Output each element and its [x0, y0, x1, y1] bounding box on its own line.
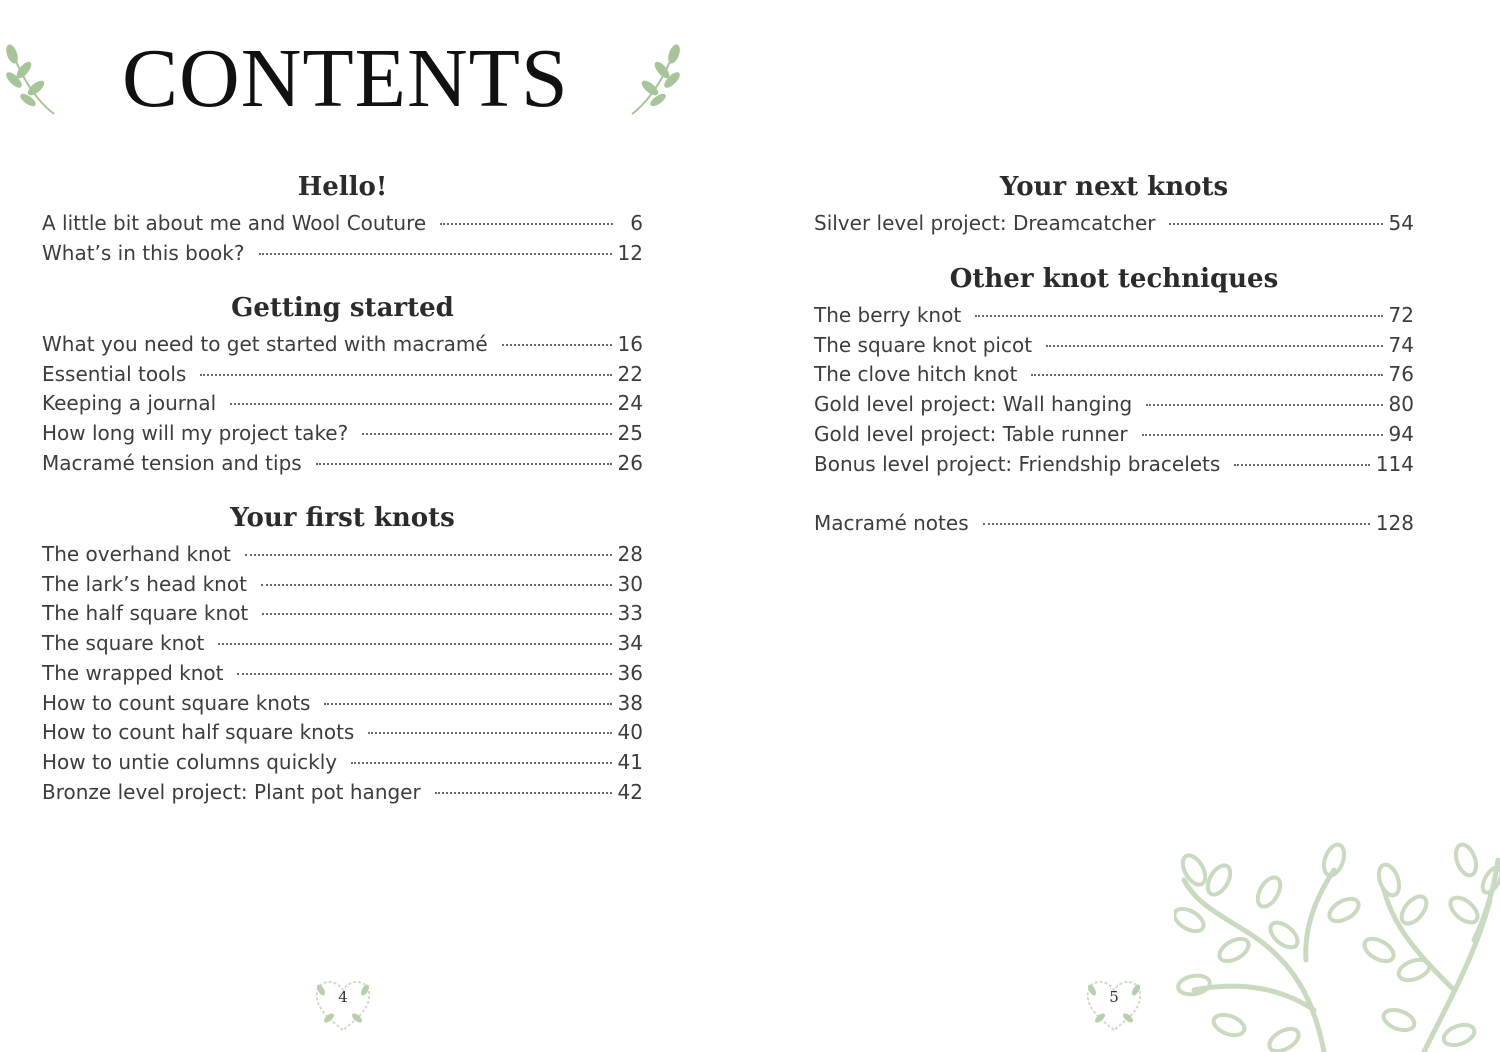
toc-entry-label: Bronze level project: Plant pot hanger	[42, 779, 421, 804]
toc-entry[interactable]	[42, 540, 643, 570]
dot-leader	[259, 253, 612, 255]
dot-leader	[237, 673, 611, 675]
dot-leader	[983, 523, 1370, 525]
toc-entry-page: 41	[617, 749, 643, 774]
section-heading: Hello!	[297, 172, 388, 202]
toc-section	[814, 169, 1414, 239]
toc-entry[interactable]	[814, 360, 1414, 390]
toc-entry-label: The wrapped knot	[42, 660, 224, 685]
section-heading: Other knot techniques	[949, 264, 1279, 294]
toc-entry-label: How long will my project take?	[42, 421, 349, 446]
toc-entry-label: How to untie columns quickly	[42, 749, 338, 774]
toc-entry-page: 24	[617, 391, 643, 416]
section-heading: Your first knots	[230, 503, 455, 533]
dot-leader	[245, 554, 612, 556]
dot-leader	[502, 344, 612, 346]
toc-entry[interactable]	[42, 689, 643, 719]
toc-section	[814, 261, 1414, 479]
dot-leader	[1169, 223, 1382, 225]
dot-leader	[362, 433, 611, 435]
toc-entry-page: 12	[617, 240, 643, 265]
section-heading: Your next knots	[999, 172, 1229, 202]
toc-entry[interactable]	[42, 778, 643, 808]
toc-entry-label: What’s in this book?	[42, 240, 245, 265]
toc-entry-label: Macramé tension and tips	[42, 450, 302, 475]
right-page	[750, 0, 1500, 1052]
dot-leader	[351, 762, 611, 764]
page-number-badge	[1082, 974, 1146, 1034]
toc-entry-page: 128	[1375, 511, 1414, 535]
toc-entry-label: The berry knot	[814, 303, 962, 327]
toc-entry-page: 36	[617, 660, 643, 685]
toc-entry-label: The lark’s head knot	[42, 571, 247, 596]
toc-entry[interactable]	[42, 659, 643, 689]
dot-leader	[435, 792, 612, 794]
toc-entry-label: Keeping a journal	[42, 391, 217, 416]
toc-entry[interactable]	[814, 301, 1414, 331]
toc-entry[interactable]	[42, 239, 643, 269]
toc-entry-page: 38	[617, 690, 643, 715]
dot-leader	[230, 403, 611, 405]
toc-entry-page: 54	[1388, 211, 1414, 235]
toc-entry[interactable]	[42, 570, 643, 600]
toc-entry-page: 28	[617, 542, 643, 566]
toc-entry-label: Gold level project: Table runner	[814, 421, 1128, 446]
toc-entry[interactable]	[42, 449, 643, 479]
toc-entry-page: 76	[1388, 362, 1414, 387]
dot-leader	[1234, 464, 1369, 466]
toc-entry[interactable]	[814, 509, 1414, 539]
toc-entry-label: The square knot	[42, 631, 205, 656]
toc-entry[interactable]	[42, 419, 643, 449]
page-title: CONTENTS	[122, 32, 569, 125]
toc-entry-page: 30	[617, 571, 643, 596]
toc-entry[interactable]	[814, 420, 1414, 450]
dot-leader	[324, 703, 611, 705]
toc-section	[42, 500, 643, 807]
toc-entry[interactable]	[814, 390, 1414, 420]
toc-entry-page: 22	[617, 361, 643, 386]
toc-entry[interactable]	[814, 209, 1414, 239]
toc-entry-page: 72	[1388, 303, 1414, 327]
toc-entry[interactable]	[42, 330, 643, 360]
toc-entry-page: 25	[617, 421, 643, 446]
dot-leader	[1046, 345, 1382, 347]
toc-entry[interactable]	[42, 748, 643, 778]
toc-entry-label: The overhand knot	[42, 542, 231, 566]
toc-entry[interactable]	[42, 718, 643, 748]
toc-entry-label: The half square knot	[42, 601, 249, 626]
vine-decoration-icon	[1174, 840, 1500, 1052]
toc-entry-label: How to count half square knots	[42, 720, 355, 745]
toc-entry-label: A little bit about me and Wool Couture	[42, 211, 427, 235]
dot-leader	[368, 732, 611, 734]
leaf-sprig-icon	[2, 40, 58, 118]
dot-leader	[1031, 374, 1382, 376]
toc-entry-label: Bonus level project: Friendship bracelets	[814, 451, 1221, 476]
toc-entry-page: 6	[630, 211, 643, 235]
toc-entry[interactable]	[42, 389, 643, 419]
toc-entry-label: The square knot picot	[814, 332, 1033, 357]
toc-entry[interactable]	[814, 450, 1414, 480]
toc-entry[interactable]	[42, 599, 643, 629]
toc-section	[814, 509, 1414, 539]
dot-leader	[261, 584, 612, 586]
toc-entry-page: 114	[1375, 451, 1414, 476]
page-number: 5	[1109, 988, 1119, 1006]
toc-entry-label: Macramé notes	[814, 511, 969, 535]
section-heading: Getting started	[231, 293, 454, 323]
leaf-sprig-icon	[628, 40, 684, 118]
toc-section	[42, 290, 643, 479]
dot-leader	[316, 463, 612, 465]
dot-leader	[218, 643, 611, 645]
dot-leader	[262, 613, 611, 615]
dot-leader	[1146, 404, 1382, 406]
toc-section	[42, 169, 643, 268]
toc-entry-page: 42	[617, 779, 643, 804]
toc-entry-label: Essential tools	[42, 361, 187, 386]
dot-leader	[200, 374, 611, 376]
toc-entry-label: Gold level project: Wall hanging	[814, 392, 1133, 417]
toc-entry-label: The clove hitch knot	[814, 362, 1018, 387]
toc-entry-label: Silver level project: Dreamcatcher	[814, 211, 1156, 235]
page-number-badge	[311, 974, 375, 1034]
dot-leader	[975, 315, 1382, 317]
page-number: 4	[338, 988, 348, 1006]
toc-entry-label: What you need to get started with macramé	[42, 332, 488, 356]
toc-entry[interactable]	[42, 360, 643, 390]
toc-entry-page: 74	[1388, 332, 1414, 357]
toc-entry-page: 94	[1388, 421, 1414, 446]
dot-leader	[1142, 434, 1383, 436]
toc-entry[interactable]	[814, 331, 1414, 361]
toc-entry-page: 26	[617, 450, 643, 475]
dot-leader	[440, 223, 613, 225]
toc-entry-page: 80	[1388, 392, 1414, 417]
toc-entry-page: 34	[617, 631, 643, 656]
toc-entry-page: 33	[617, 601, 643, 626]
toc-entry[interactable]	[42, 209, 643, 239]
toc-entry-page: 40	[617, 720, 643, 745]
toc-entry-label: How to count square knots	[42, 690, 311, 715]
toc-entry[interactable]	[42, 629, 643, 659]
toc-entry-page: 16	[617, 332, 643, 356]
